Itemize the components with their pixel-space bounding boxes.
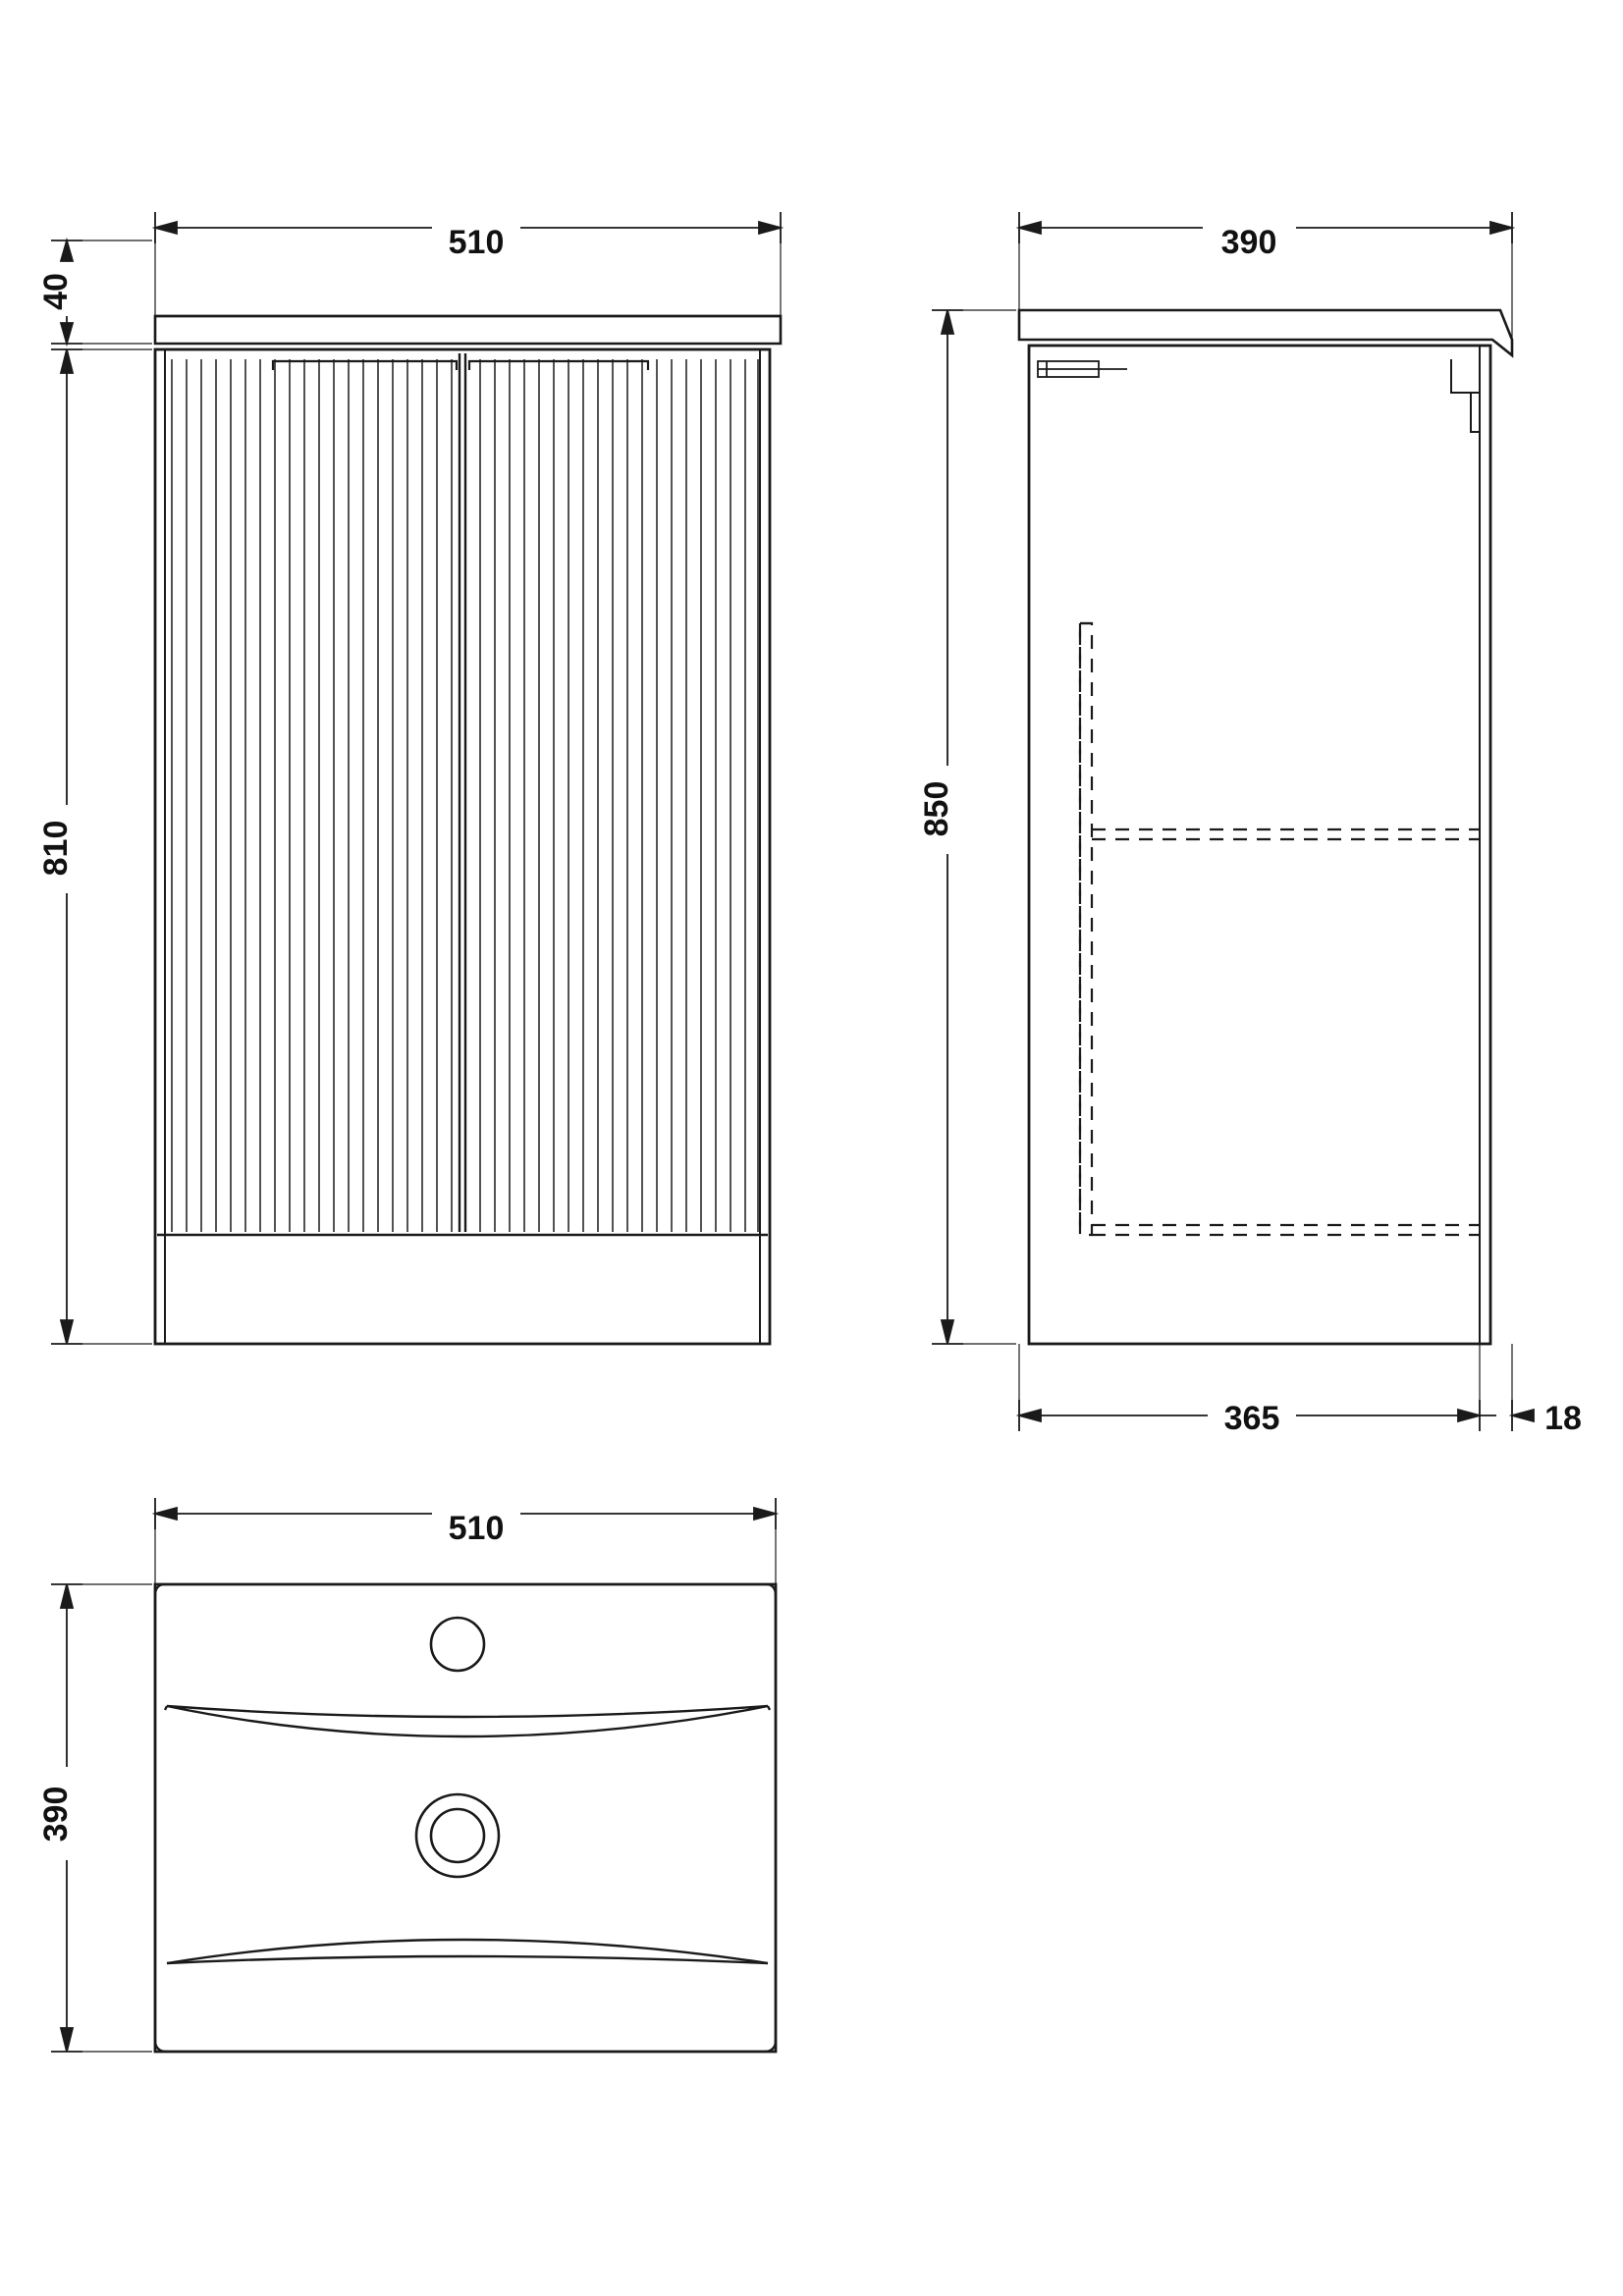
dim-front-top-thickness-label: 40	[37, 273, 75, 310]
plan-waste-hole	[416, 1794, 499, 1877]
dim-side-carcass-depth-label: 365	[1223, 1400, 1280, 1437]
front-cabinet-body	[155, 349, 770, 1344]
dim-front-width-label: 510	[448, 224, 505, 261]
side-elevation-view	[1019, 310, 1512, 1344]
dim-plan-width-label: 510	[448, 1510, 505, 1547]
front-worktop	[155, 316, 781, 344]
dim-side-total-height-label: 850	[918, 780, 955, 837]
dim-side-depth-label: 390	[1220, 224, 1277, 261]
dim-front-cabinet-height-label: 810	[37, 820, 75, 877]
dim-plan-depth-label: 390	[37, 1786, 75, 1842]
side-cabinet-body	[1029, 346, 1490, 1344]
dim-side-overhang-label: 18	[1544, 1400, 1582, 1437]
plan-basin-view	[155, 1584, 776, 2052]
plan-tap-hole	[431, 1618, 484, 1671]
front-elevation-view	[155, 316, 781, 1344]
